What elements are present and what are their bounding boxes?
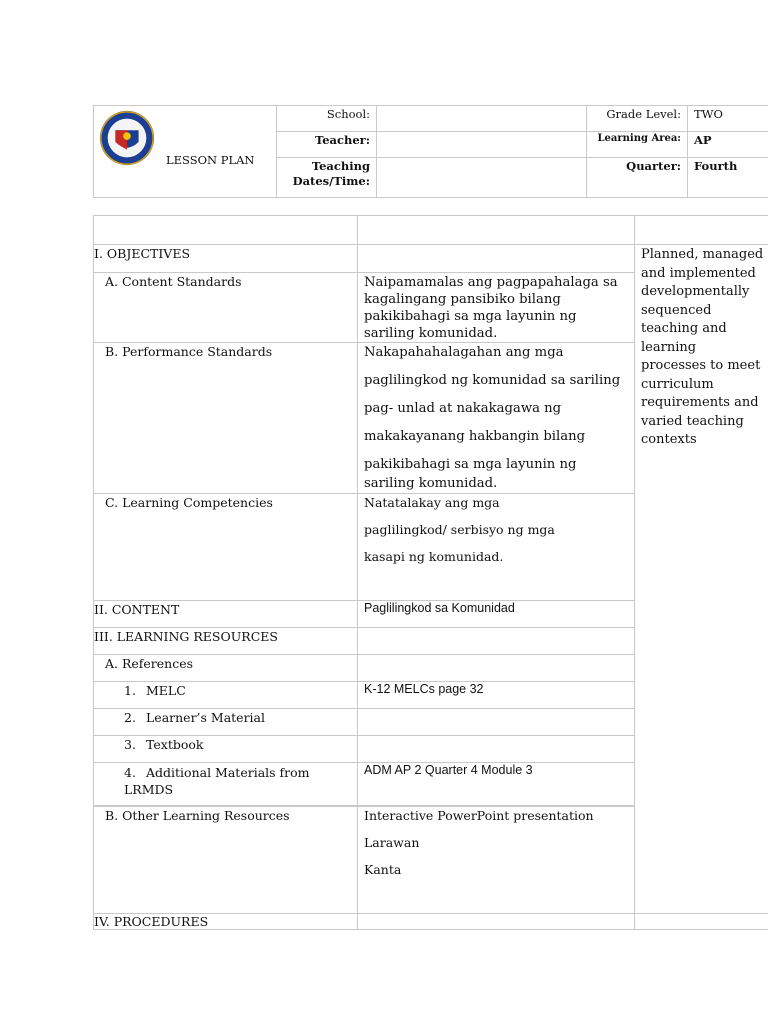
- list-number: 4.: [124, 765, 136, 780]
- header-table: [93, 105, 768, 198]
- additional-materials-value: ADM AP 2 Quarter 4 Module 3: [358, 763, 635, 806]
- teacher-label: Teacher:: [277, 132, 377, 158]
- objectives-label: I. OBJECTIVES: [94, 245, 358, 273]
- empty-cell: [358, 216, 635, 245]
- list-label: MELC: [146, 683, 186, 698]
- empty-cell: [358, 914, 635, 930]
- empty-cell: [358, 709, 635, 736]
- objectives-description: Planned, managed and implemented developmentally sequenced teaching and learning processes to meet curriculum requirements and varied teaching contexts: [635, 245, 768, 914]
- textbook-label: [94, 736, 358, 763]
- learning-area-label: Learning Area:: [587, 132, 688, 158]
- performance-line: makakayanang hakbangin bilang: [364, 429, 586, 444]
- content-label: II. CONTENT: [94, 601, 358, 628]
- competency-line: Natatalakay ang mga: [364, 495, 500, 510]
- quarter-label: Quarter:: [587, 158, 688, 198]
- empty-cell: [358, 245, 635, 273]
- lesson-plan-title: LESSON PLAN: [166, 153, 255, 167]
- procedures-label: IV. PROCEDURES: [94, 914, 358, 930]
- school-label: School:: [277, 106, 377, 132]
- list-number: 3.: [124, 737, 136, 752]
- other-learning-resources-value: [358, 807, 635, 914]
- performance-line: pakikibahagi sa mga layunin ng sariling komunidad.: [364, 457, 577, 491]
- empty-cell: [358, 655, 635, 682]
- learners-material-label: [94, 709, 358, 736]
- list-number: 1.: [124, 683, 136, 698]
- performance-line: paglilingkod ng komunidad sa sariling: [364, 373, 621, 388]
- empty-cell: [635, 914, 768, 930]
- content-standards-value: Naipamamalas ang pagpapahalaga sa kagalingang pansibiko bilang pakikibahagi sa mga layunin ng sariling komunidad.: [358, 273, 635, 343]
- grade-level-label: Grade Level:: [587, 106, 688, 132]
- references-label: A. References: [94, 655, 358, 682]
- empty-cell: [358, 736, 635, 763]
- other-learning-resources-label: B. Other Learning Resources: [94, 807, 358, 914]
- teaching-dates-label: Teaching Dates/Time:: [277, 158, 377, 198]
- learning-resources-label: III. LEARNING RESOURCES: [94, 628, 358, 655]
- performance-line: Nakapahahalagahan ang mga: [364, 345, 564, 360]
- learning-area-value: AP: [688, 132, 768, 158]
- content-standards-label: A. Content Standards: [94, 273, 358, 343]
- empty-cell: [94, 216, 358, 245]
- resource-line: Kanta: [364, 862, 402, 877]
- melc-value: K-12 MELCs page 32: [358, 682, 635, 709]
- performance-line: pag- unlad at nakakagawa ng: [364, 401, 562, 416]
- resource-line: Larawan: [364, 835, 420, 850]
- empty-cell: [358, 628, 635, 655]
- list-label: Learner’s Material: [146, 710, 266, 725]
- additional-materials-label: [94, 763, 358, 806]
- quarter-value: Fourth: [688, 158, 768, 198]
- list-label: Additional Materials from LRMDS: [124, 765, 310, 797]
- school-value: [377, 106, 587, 132]
- melc-label: [94, 682, 358, 709]
- competency-line: paglilingkod/ serbisyo ng mga: [364, 522, 555, 537]
- content-value: Paglilingkod sa Komunidad: [358, 601, 635, 628]
- lesson-plan-table: [93, 215, 768, 930]
- competency-line: kasapi ng komunidad.: [364, 549, 504, 564]
- performance-standards-value: [358, 343, 635, 494]
- grade-level-value: TWO: [688, 106, 768, 132]
- deped-seal-icon: [98, 109, 156, 167]
- learning-competencies-label: C. Learning Competencies: [94, 494, 358, 601]
- empty-cell: [635, 216, 768, 245]
- list-label: Textbook: [146, 737, 204, 752]
- list-number: 2.: [124, 710, 136, 725]
- teacher-value: [377, 132, 587, 158]
- learning-competencies-value: [358, 494, 635, 601]
- teaching-dates-value: [377, 158, 587, 198]
- performance-standards-label: B. Performance Standards: [94, 343, 358, 494]
- logo-cell: [94, 106, 277, 198]
- resource-line: Interactive PowerPoint presentation: [364, 808, 594, 823]
